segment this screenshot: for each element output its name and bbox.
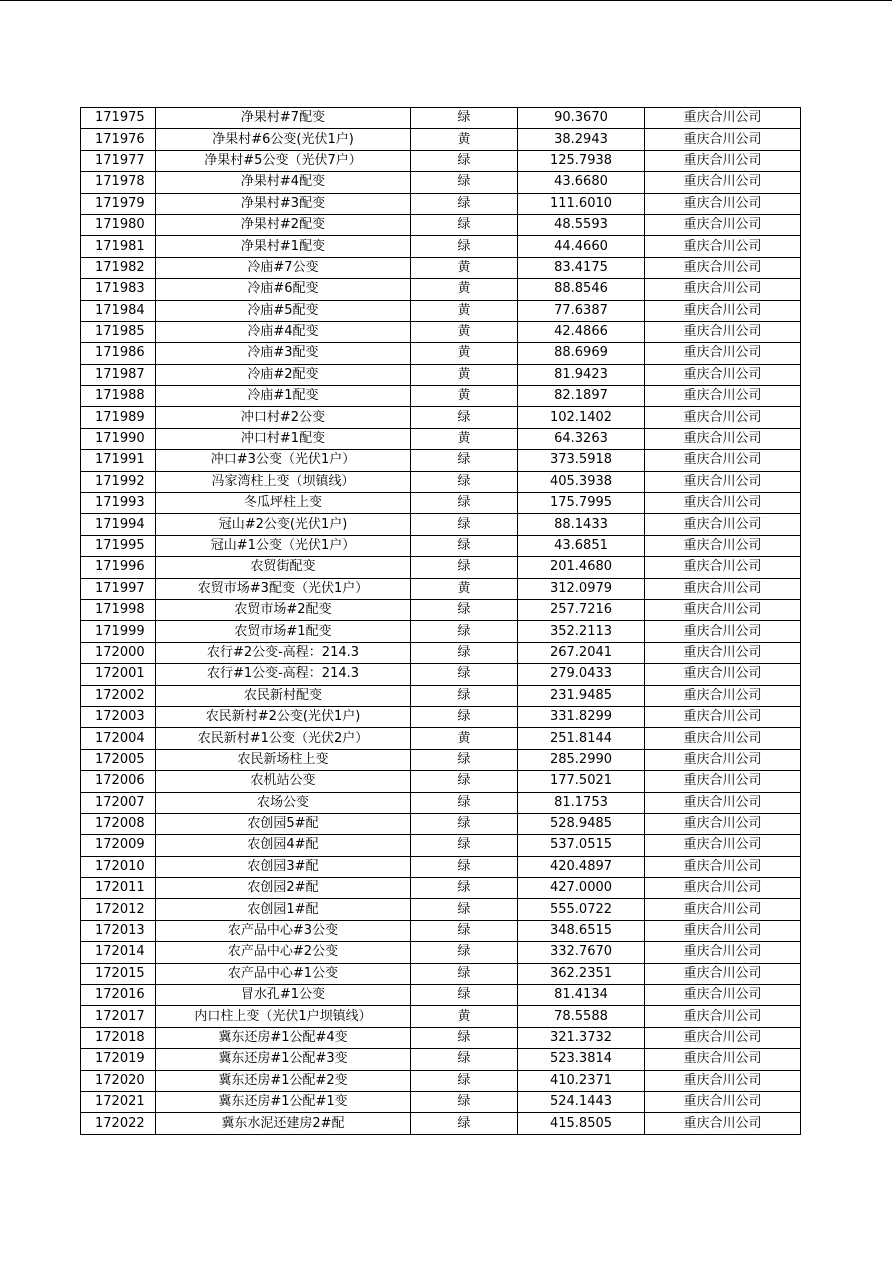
value-cell: 537.0515 <box>518 835 645 856</box>
value-cell: 175.7995 <box>518 493 645 514</box>
transformer-name-cell: 净果村#2配变 <box>156 214 411 235</box>
value-cell: 332.7670 <box>518 942 645 963</box>
value-cell: 279.0433 <box>518 664 645 685</box>
status-color-cell: 绿 <box>411 856 518 877</box>
table-row <box>81 108 801 129</box>
data-table <box>80 107 801 1135</box>
status-color-cell: 绿 <box>411 150 518 171</box>
company-cell: 重庆合川公司 <box>645 856 801 877</box>
table-row <box>81 321 801 342</box>
row-id-cell: 172018 <box>81 1027 156 1048</box>
value-cell: 348.6515 <box>518 920 645 941</box>
status-color-cell: 黄 <box>411 343 518 364</box>
company-cell: 重庆合川公司 <box>645 300 801 321</box>
transformer-name-cell: 农产品中心#2公变 <box>156 942 411 963</box>
row-id-cell: 171984 <box>81 300 156 321</box>
table-row <box>81 129 801 150</box>
value-cell: 88.6969 <box>518 343 645 364</box>
status-color-cell: 黄 <box>411 257 518 278</box>
company-cell: 重庆合川公司 <box>645 535 801 556</box>
value-cell: 43.6851 <box>518 535 645 556</box>
status-color-cell: 绿 <box>411 963 518 984</box>
company-cell: 重庆合川公司 <box>645 257 801 278</box>
row-id-cell: 172013 <box>81 920 156 941</box>
value-cell: 555.0722 <box>518 899 645 920</box>
company-cell: 重庆合川公司 <box>645 1091 801 1112</box>
row-id-cell: 172016 <box>81 985 156 1006</box>
table-row <box>81 1091 801 1112</box>
status-color-cell: 绿 <box>411 878 518 899</box>
status-color-cell: 绿 <box>411 835 518 856</box>
row-id-cell: 172007 <box>81 792 156 813</box>
row-id-cell: 171988 <box>81 386 156 407</box>
company-cell: 重庆合川公司 <box>645 599 801 620</box>
company-cell: 重庆合川公司 <box>645 1070 801 1091</box>
status-color-cell: 绿 <box>411 920 518 941</box>
status-color-cell: 黄 <box>411 300 518 321</box>
company-cell: 重庆合川公司 <box>645 1006 801 1027</box>
row-id-cell: 172008 <box>81 813 156 834</box>
table-row <box>81 792 801 813</box>
table-row <box>81 471 801 492</box>
table-row <box>81 214 801 235</box>
row-id-cell: 172003 <box>81 706 156 727</box>
table-body <box>81 108 801 1135</box>
company-cell: 重庆合川公司 <box>645 150 801 171</box>
table-row <box>81 899 801 920</box>
company-cell: 重庆合川公司 <box>645 664 801 685</box>
status-color-cell: 黄 <box>411 428 518 449</box>
row-id-cell: 172012 <box>81 899 156 920</box>
row-id-cell: 172011 <box>81 878 156 899</box>
table-row <box>81 343 801 364</box>
value-cell: 177.5021 <box>518 771 645 792</box>
row-id-cell: 171998 <box>81 599 156 620</box>
table-row <box>81 621 801 642</box>
row-id-cell: 172014 <box>81 942 156 963</box>
status-color-cell: 黄 <box>411 386 518 407</box>
company-cell: 重庆合川公司 <box>645 621 801 642</box>
value-cell: 83.4175 <box>518 257 645 278</box>
row-id-cell: 171991 <box>81 450 156 471</box>
transformer-name-cell: 冠山#2公变(光伏1户) <box>156 514 411 535</box>
table-row <box>81 493 801 514</box>
company-cell: 重庆合川公司 <box>645 364 801 385</box>
value-cell: 201.4680 <box>518 557 645 578</box>
company-cell: 重庆合川公司 <box>645 343 801 364</box>
transformer-name-cell: 农贸市场#2配变 <box>156 599 411 620</box>
transformer-name-cell: 农民新村#2公变(光伏1户) <box>156 706 411 727</box>
table-row <box>81 428 801 449</box>
status-color-cell: 绿 <box>411 685 518 706</box>
table-row <box>81 685 801 706</box>
row-id-cell: 171993 <box>81 493 156 514</box>
transformer-name-cell: 冬瓜坪柱上变 <box>156 493 411 514</box>
status-color-cell: 绿 <box>411 706 518 727</box>
transformer-name-cell: 冷庙#1配变 <box>156 386 411 407</box>
top-border-line <box>0 0 892 1</box>
company-cell: 重庆合川公司 <box>645 1113 801 1134</box>
transformer-name-cell: 农行#2公变-高程：214.3 <box>156 642 411 663</box>
value-cell: 523.3814 <box>518 1049 645 1070</box>
row-id-cell: 171994 <box>81 514 156 535</box>
transformer-name-cell: 冀东水泥还建房2#配 <box>156 1113 411 1134</box>
row-id-cell: 171986 <box>81 343 156 364</box>
transformer-name-cell: 农创园4#配 <box>156 835 411 856</box>
row-id-cell: 172019 <box>81 1049 156 1070</box>
transformer-name-cell: 冷庙#2配变 <box>156 364 411 385</box>
row-id-cell: 171985 <box>81 321 156 342</box>
table-row <box>81 856 801 877</box>
value-cell: 331.8299 <box>518 706 645 727</box>
value-cell: 257.7216 <box>518 599 645 620</box>
company-cell: 重庆合川公司 <box>645 706 801 727</box>
table-row <box>81 172 801 193</box>
company-cell: 重庆合川公司 <box>645 985 801 1006</box>
row-id-cell: 172017 <box>81 1006 156 1027</box>
table-row <box>81 450 801 471</box>
company-cell: 重庆合川公司 <box>645 1049 801 1070</box>
table-row <box>81 599 801 620</box>
company-cell: 重庆合川公司 <box>645 471 801 492</box>
table-row <box>81 1049 801 1070</box>
company-cell: 重庆合川公司 <box>645 214 801 235</box>
table-row <box>81 300 801 321</box>
table-row <box>81 1113 801 1134</box>
status-color-cell: 绿 <box>411 193 518 214</box>
transformer-name-cell: 冷庙#5配变 <box>156 300 411 321</box>
transformer-name-cell: 净果村#7配变 <box>156 108 411 129</box>
transformer-name-cell: 农贸街配变 <box>156 557 411 578</box>
row-id-cell: 172022 <box>81 1113 156 1134</box>
table-row <box>81 386 801 407</box>
status-color-cell: 绿 <box>411 664 518 685</box>
status-color-cell: 绿 <box>411 557 518 578</box>
transformer-name-cell: 冀东还房#1公配#3变 <box>156 1049 411 1070</box>
company-cell: 重庆合川公司 <box>645 813 801 834</box>
status-color-cell: 绿 <box>411 621 518 642</box>
status-color-cell: 绿 <box>411 493 518 514</box>
value-cell: 410.2371 <box>518 1070 645 1091</box>
table-row <box>81 279 801 300</box>
company-cell: 重庆合川公司 <box>645 557 801 578</box>
transformer-name-cell: 冯家湾柱上变（坝镇线） <box>156 471 411 492</box>
table-row <box>81 706 801 727</box>
transformer-name-cell: 农创园1#配 <box>156 899 411 920</box>
transformer-name-cell: 冀东还房#1公配#2变 <box>156 1070 411 1091</box>
status-color-cell: 绿 <box>411 942 518 963</box>
transformer-name-cell: 农创园5#配 <box>156 813 411 834</box>
company-cell: 重庆合川公司 <box>645 236 801 257</box>
status-color-cell: 黄 <box>411 578 518 599</box>
value-cell: 267.2041 <box>518 642 645 663</box>
row-id-cell: 172006 <box>81 771 156 792</box>
status-color-cell: 绿 <box>411 236 518 257</box>
status-color-cell: 绿 <box>411 407 518 428</box>
row-id-cell: 172020 <box>81 1070 156 1091</box>
transformer-name-cell: 净果村#3配变 <box>156 193 411 214</box>
row-id-cell: 171992 <box>81 471 156 492</box>
value-cell: 88.1433 <box>518 514 645 535</box>
row-id-cell: 171978 <box>81 172 156 193</box>
company-cell: 重庆合川公司 <box>645 321 801 342</box>
company-cell: 重庆合川公司 <box>645 493 801 514</box>
row-id-cell: 172002 <box>81 685 156 706</box>
value-cell: 102.1402 <box>518 407 645 428</box>
transformer-name-cell: 农民新村配变 <box>156 685 411 706</box>
value-cell: 373.5918 <box>518 450 645 471</box>
transformer-name-cell: 冲口村#2公变 <box>156 407 411 428</box>
status-color-cell: 绿 <box>411 450 518 471</box>
company-cell: 重庆合川公司 <box>645 878 801 899</box>
table-row <box>81 535 801 556</box>
status-color-cell: 绿 <box>411 1113 518 1134</box>
value-cell: 362.2351 <box>518 963 645 984</box>
table-row <box>81 557 801 578</box>
value-cell: 64.3263 <box>518 428 645 449</box>
row-id-cell: 171989 <box>81 407 156 428</box>
transformer-name-cell: 农创园3#配 <box>156 856 411 877</box>
company-cell: 重庆合川公司 <box>645 771 801 792</box>
row-id-cell: 171995 <box>81 535 156 556</box>
status-color-cell: 绿 <box>411 214 518 235</box>
value-cell: 352.2113 <box>518 621 645 642</box>
row-id-cell: 171987 <box>81 364 156 385</box>
transformer-name-cell: 冒水孔#1公变 <box>156 985 411 1006</box>
status-color-cell: 绿 <box>411 514 518 535</box>
table-row <box>81 920 801 941</box>
row-id-cell: 172015 <box>81 963 156 984</box>
transformer-name-cell: 农产品中心#3公变 <box>156 920 411 941</box>
status-color-cell: 绿 <box>411 642 518 663</box>
table-row <box>81 749 801 770</box>
value-cell: 81.1753 <box>518 792 645 813</box>
row-id-cell: 171990 <box>81 428 156 449</box>
transformer-name-cell: 农创园2#配 <box>156 878 411 899</box>
company-cell: 重庆合川公司 <box>645 963 801 984</box>
table-row <box>81 364 801 385</box>
row-id-cell: 171980 <box>81 214 156 235</box>
value-cell: 90.3670 <box>518 108 645 129</box>
value-cell: 528.9485 <box>518 813 645 834</box>
company-cell: 重庆合川公司 <box>645 514 801 535</box>
company-cell: 重庆合川公司 <box>645 129 801 150</box>
value-cell: 44.4660 <box>518 236 645 257</box>
value-cell: 48.5593 <box>518 214 645 235</box>
table-row <box>81 771 801 792</box>
company-cell: 重庆合川公司 <box>645 835 801 856</box>
table-row <box>81 942 801 963</box>
transformer-name-cell: 冷庙#3配变 <box>156 343 411 364</box>
company-cell: 重庆合川公司 <box>645 279 801 300</box>
company-cell: 重庆合川公司 <box>645 942 801 963</box>
company-cell: 重庆合川公司 <box>645 749 801 770</box>
row-id-cell: 171983 <box>81 279 156 300</box>
row-id-cell: 172010 <box>81 856 156 877</box>
value-cell: 427.0000 <box>518 878 645 899</box>
transformer-name-cell: 净果村#1配变 <box>156 236 411 257</box>
transformer-name-cell: 农贸市场#1配变 <box>156 621 411 642</box>
table-row <box>81 1027 801 1048</box>
row-id-cell: 172009 <box>81 835 156 856</box>
value-cell: 88.8546 <box>518 279 645 300</box>
status-color-cell: 绿 <box>411 599 518 620</box>
status-color-cell: 绿 <box>411 985 518 1006</box>
company-cell: 重庆合川公司 <box>645 920 801 941</box>
status-color-cell: 绿 <box>411 108 518 129</box>
transformer-name-cell: 净果村#5公变（光伏7户） <box>156 150 411 171</box>
company-cell: 重庆合川公司 <box>645 193 801 214</box>
company-cell: 重庆合川公司 <box>645 792 801 813</box>
transformer-name-cell: 冀东还房#1公配#4变 <box>156 1027 411 1048</box>
status-color-cell: 绿 <box>411 1027 518 1048</box>
row-id-cell: 171976 <box>81 129 156 150</box>
status-color-cell: 黄 <box>411 129 518 150</box>
table-row <box>81 150 801 171</box>
company-cell: 重庆合川公司 <box>645 386 801 407</box>
row-id-cell: 171981 <box>81 236 156 257</box>
row-id-cell: 172021 <box>81 1091 156 1112</box>
transformer-name-cell: 农产品中心#1公变 <box>156 963 411 984</box>
transformer-name-cell: 内口柱上变（光伏1户坝镇线） <box>156 1006 411 1027</box>
value-cell: 43.6680 <box>518 172 645 193</box>
status-color-cell: 绿 <box>411 771 518 792</box>
table-row <box>81 664 801 685</box>
value-cell: 251.8144 <box>518 728 645 749</box>
status-color-cell: 黄 <box>411 728 518 749</box>
transformer-name-cell: 农行#1公变-高程：214.3 <box>156 664 411 685</box>
company-cell: 重庆合川公司 <box>645 450 801 471</box>
value-cell: 231.9485 <box>518 685 645 706</box>
value-cell: 125.7938 <box>518 150 645 171</box>
company-cell: 重庆合川公司 <box>645 578 801 599</box>
table-row <box>81 835 801 856</box>
company-cell: 重庆合川公司 <box>645 642 801 663</box>
transformer-name-cell: 农机站公变 <box>156 771 411 792</box>
value-cell: 285.2990 <box>518 749 645 770</box>
row-id-cell: 172004 <box>81 728 156 749</box>
row-id-cell: 172001 <box>81 664 156 685</box>
status-color-cell: 绿 <box>411 535 518 556</box>
company-cell: 重庆合川公司 <box>645 728 801 749</box>
company-cell: 重庆合川公司 <box>645 108 801 129</box>
value-cell: 42.4866 <box>518 321 645 342</box>
table-row <box>81 728 801 749</box>
value-cell: 321.3732 <box>518 1027 645 1048</box>
transformer-name-cell: 冠山#1公变（光伏1户） <box>156 535 411 556</box>
transformer-name-cell: 冷庙#4配变 <box>156 321 411 342</box>
transformer-name-cell: 农场公变 <box>156 792 411 813</box>
company-cell: 重庆合川公司 <box>645 407 801 428</box>
table-row <box>81 236 801 257</box>
value-cell: 81.9423 <box>518 364 645 385</box>
transformer-name-cell: 冷庙#7公变 <box>156 257 411 278</box>
row-id-cell: 171982 <box>81 257 156 278</box>
row-id-cell: 171997 <box>81 578 156 599</box>
transformer-name-cell: 冲口村#1配变 <box>156 428 411 449</box>
table-row <box>81 963 801 984</box>
table-row <box>81 407 801 428</box>
table-row <box>81 257 801 278</box>
status-color-cell: 绿 <box>411 749 518 770</box>
transformer-name-cell: 净果村#6公变(光伏1户) <box>156 129 411 150</box>
row-id-cell: 171999 <box>81 621 156 642</box>
value-cell: 78.5588 <box>518 1006 645 1027</box>
table-row <box>81 514 801 535</box>
transformer-name-cell: 农民新场柱上变 <box>156 749 411 770</box>
transformer-name-cell: 冷庙#6配变 <box>156 279 411 300</box>
value-cell: 420.4897 <box>518 856 645 877</box>
table-row <box>81 642 801 663</box>
row-id-cell: 171979 <box>81 193 156 214</box>
status-color-cell: 绿 <box>411 813 518 834</box>
table-row <box>81 1006 801 1027</box>
table-row <box>81 193 801 214</box>
value-cell: 111.6010 <box>518 193 645 214</box>
value-cell: 405.3938 <box>518 471 645 492</box>
transformer-name-cell: 农民新村#1公变（光伏2户） <box>156 728 411 749</box>
status-color-cell: 黄 <box>411 321 518 342</box>
status-color-cell: 绿 <box>411 1091 518 1112</box>
company-cell: 重庆合川公司 <box>645 899 801 920</box>
status-color-cell: 绿 <box>411 899 518 920</box>
row-id-cell: 171996 <box>81 557 156 578</box>
transformer-name-cell: 农贸市场#3配变（光伏1户） <box>156 578 411 599</box>
status-color-cell: 黄 <box>411 364 518 385</box>
row-id-cell: 172005 <box>81 749 156 770</box>
transformer-name-cell: 冀东还房#1公配#1变 <box>156 1091 411 1112</box>
value-cell: 82.1897 <box>518 386 645 407</box>
table-row <box>81 813 801 834</box>
company-cell: 重庆合川公司 <box>645 428 801 449</box>
status-color-cell: 黄 <box>411 1006 518 1027</box>
row-id-cell: 171977 <box>81 150 156 171</box>
value-cell: 415.8505 <box>518 1113 645 1134</box>
table-row <box>81 578 801 599</box>
value-cell: 77.6387 <box>518 300 645 321</box>
company-cell: 重庆合川公司 <box>645 685 801 706</box>
value-cell: 38.2943 <box>518 129 645 150</box>
company-cell: 重庆合川公司 <box>645 172 801 193</box>
transformer-name-cell: 净果村#4配变 <box>156 172 411 193</box>
table-row <box>81 985 801 1006</box>
row-id-cell: 171975 <box>81 108 156 129</box>
status-color-cell: 绿 <box>411 172 518 193</box>
value-cell: 312.0979 <box>518 578 645 599</box>
status-color-cell: 绿 <box>411 1070 518 1091</box>
table-row <box>81 878 801 899</box>
value-cell: 524.1443 <box>518 1091 645 1112</box>
table-row <box>81 1070 801 1091</box>
status-color-cell: 绿 <box>411 1049 518 1070</box>
status-color-cell: 绿 <box>411 792 518 813</box>
status-color-cell: 黄 <box>411 279 518 300</box>
transformer-name-cell: 冲口#3公变（光伏1户） <box>156 450 411 471</box>
row-id-cell: 172000 <box>81 642 156 663</box>
company-cell: 重庆合川公司 <box>645 1027 801 1048</box>
value-cell: 81.4134 <box>518 985 645 1006</box>
status-color-cell: 绿 <box>411 471 518 492</box>
